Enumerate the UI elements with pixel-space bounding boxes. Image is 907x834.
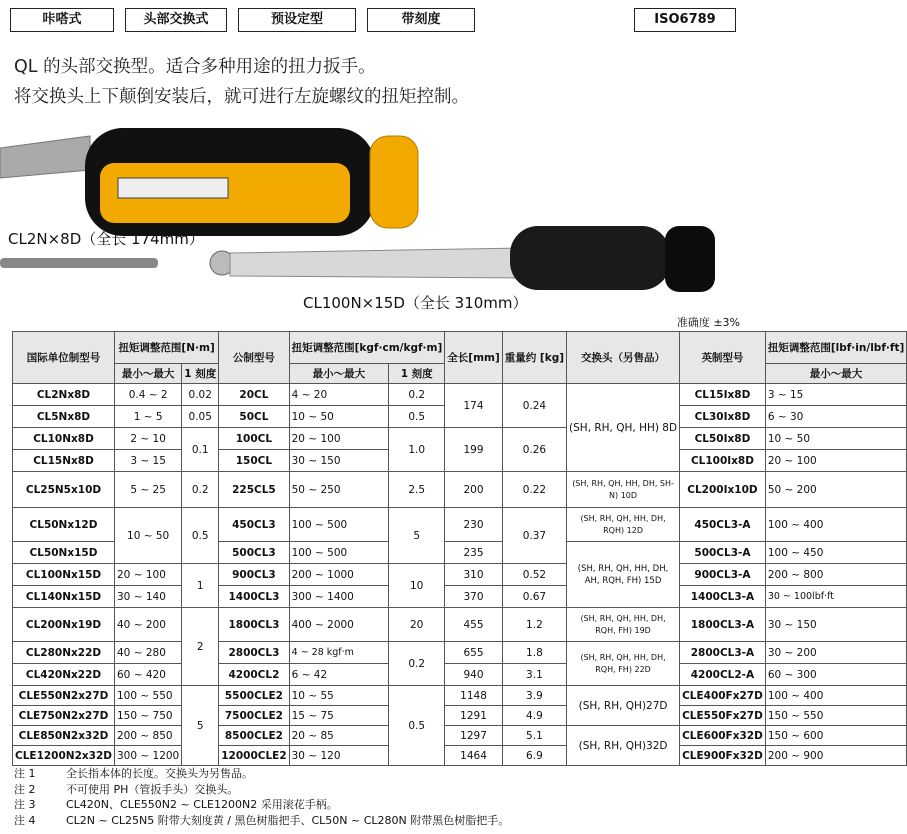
cell-kgf-grad: 0.5 (389, 686, 445, 766)
cell-range: 3 ~ 15 (115, 450, 182, 472)
cell-length: 1291 (445, 706, 502, 726)
cell-imperial: 1800CL3-A (680, 608, 766, 642)
cell-range: 200 ~ 850 (115, 726, 182, 746)
cell-length: 655 (445, 642, 502, 664)
cell-kgf: 300 ~ 1400 (289, 586, 388, 608)
th-length: 全长[mm] (445, 332, 502, 384)
cell-head: (SH, RH, QH, HH, DH, SH-N) 10D (567, 472, 680, 508)
cell-kgf-grad: 5 (389, 508, 445, 564)
cell-metric: 20CL (219, 384, 289, 406)
cell-weight: 0.22 (502, 472, 566, 508)
cell-length: 1148 (445, 686, 502, 706)
note-text: 全长指本体的长度。交换头为另售品。 (66, 767, 253, 780)
wrench1-label: CL2N×8D（全长 174mm） (8, 230, 204, 248)
cell-kgf: 400 ~ 2000 (289, 608, 388, 642)
cell-metric: 1400CL3 (219, 586, 289, 608)
cell-metric: 5500CLE2 (219, 686, 289, 706)
cell-imperial: CL50Ix8D (680, 428, 766, 450)
wrench2-shaft (230, 248, 520, 278)
notes (14, 766, 509, 828)
cell-lbf: 150 ~ 600 (765, 726, 906, 746)
cell-metric: 8500CLE2 (219, 726, 289, 746)
cell-model: CL5Nx8D (13, 406, 115, 428)
cell-length: 199 (445, 428, 502, 472)
wrench1-endcap (370, 136, 418, 228)
cell-metric: 450CL3 (219, 508, 289, 542)
cell-lbf: 50 ~ 200 (765, 472, 906, 508)
cell-lbf: 150 ~ 550 (765, 706, 906, 726)
cell-kgf: 30 ~ 120 (289, 746, 388, 766)
cell-lbf: 30 ~ 200 (765, 642, 906, 664)
cell-model: CL420Nx22D (13, 664, 115, 686)
cell-kgf-grad: 20 (389, 608, 445, 642)
wrench1-shaft (0, 136, 90, 178)
cell-lbf: 100 ~ 400 (765, 508, 906, 542)
cell-range: 100 ~ 550 (115, 686, 182, 706)
cell-model: CLE1200N2x32D (13, 746, 115, 766)
cell-imperial: 2800CL3-A (680, 642, 766, 664)
cell-metric: 7500CLE2 (219, 706, 289, 726)
cell-model: CL50Nx15D (13, 542, 115, 564)
cell-metric: 100CL (219, 428, 289, 450)
cell-model: CL100Nx15D (13, 564, 115, 586)
wrench2-bar (0, 258, 158, 268)
spec-table-body (13, 384, 907, 766)
cell-head: (SH, RH, QH, HH, DH, AH, RQH, FH) 15D (567, 542, 680, 608)
tag-click: 咔嗒式 (10, 8, 114, 32)
iso-tag: ISO6789 (634, 8, 736, 32)
cell-model: CL50Nx12D (13, 508, 115, 542)
cell-kgf: 100 ~ 500 (289, 508, 388, 542)
cell-imperial: CLE550Fx27D (680, 706, 766, 726)
cell-range: 20 ~ 100 (115, 564, 182, 586)
th-metric-model: 公制型号 (219, 332, 289, 384)
cell-kgf: 4 ~ 28 kgf·m (289, 642, 388, 664)
cell-kgf: 100 ~ 500 (289, 542, 388, 564)
cell-imperial: CL15Ix8D (680, 384, 766, 406)
cell-model: CL280Nx22D (13, 642, 115, 664)
cell-imperial: CL30Ix8D (680, 406, 766, 428)
cell-kgf-grad: 0.2 (389, 642, 445, 686)
intro-line-1: QL 的头部交换型。适合多种用途的扭力扳手。 (14, 57, 376, 77)
cell-kgf: 20 ~ 85 (289, 726, 388, 746)
cell-imperial: CLE900Fx32D (680, 746, 766, 766)
cell-metric: 4200CL2 (219, 664, 289, 686)
cell-kgf-grad: 1.0 (389, 428, 445, 472)
cell-model: CL15Nx8D (13, 450, 115, 472)
cell-head: (SH, RH, QH)27D (567, 686, 680, 726)
note-label: 注 3 (14, 798, 36, 811)
cell-length: 940 (445, 664, 502, 686)
th-minmax-nm: 最小～最大 (115, 364, 182, 384)
cell-imperial: CLE400Fx27D (680, 686, 766, 706)
th-grad-nm: 1 刻度 (182, 364, 219, 384)
cell-imperial: 900CL3-A (680, 564, 766, 586)
cell-lbf: 200 ~ 900 (765, 746, 906, 766)
cell-head: (SH, RH, QH)32D (567, 726, 680, 766)
cell-kgf: 15 ~ 75 (289, 706, 388, 726)
cell-kgf-grad: 10 (389, 564, 445, 608)
cell-grad: 0.1 (182, 428, 219, 472)
cell-metric: 1800CL3 (219, 608, 289, 642)
intro-line-2: 将交换头上下颠倒安装后，就可进行左旋螺纹的扭矩控制。 (14, 87, 469, 107)
cell-range: 40 ~ 200 (115, 608, 182, 642)
cell-imperial: 1400CL3-A (680, 586, 766, 608)
cell-grad: 2 (182, 608, 219, 686)
th-grad-kgf: 1 刻度 (389, 364, 445, 384)
th-minmax-lbf: 最小～最大 (765, 364, 906, 384)
cell-kgf-grad: 0.5 (389, 406, 445, 428)
cell-grad: 0.02 (182, 384, 219, 406)
note-text: CL2N ~ CL25N5 附带大刻度黄 / 黑色树脂把手、CL50N ~ CL280N 附带黑色树脂把手。 (66, 813, 510, 827)
note-4 (14, 813, 509, 829)
cell-lbf: 20 ~ 100 (765, 450, 906, 472)
cell-lbf: 30 ~ 100lbf·ft (765, 586, 906, 608)
cell-kgf: 4 ~ 20 (289, 384, 388, 406)
cell-metric: 900CL3 (219, 564, 289, 586)
cell-range: 40 ~ 280 (115, 642, 182, 664)
cell-range: 2 ~ 10 (115, 428, 182, 450)
cell-weight: 4.9 (502, 706, 566, 726)
cell-weight: 1.2 (502, 608, 566, 642)
cell-length: 235 (445, 542, 502, 564)
cell-length: 370 (445, 586, 502, 608)
cell-kgf: 200 ~ 1000 (289, 564, 388, 586)
cell-head: (SH, RH, QH, HH) 8D (567, 384, 680, 472)
cell-model: CLE750N2x27D (13, 706, 115, 726)
cell-model: CLE850N2x32D (13, 726, 115, 746)
cell-lbf: 200 ~ 800 (765, 564, 906, 586)
note-label: 注 4 (14, 813, 36, 827)
cell-model: CLE550N2x27D (13, 686, 115, 706)
cell-metric: 2800CL3 (219, 642, 289, 664)
th-weight: 重量约 [kg] (502, 332, 566, 384)
cell-head: (SH, RH, QH, HH, DH, RQH) 12D (567, 508, 680, 542)
cell-weight: 3.9 (502, 686, 566, 706)
th-minmax-kgf: 最小～最大 (289, 364, 388, 384)
cell-range: 300 ~ 1200 (115, 746, 182, 766)
spec-table (12, 331, 907, 766)
cell-head: (SH, RH, QH, HH, DH, RQH, FH) 19D (567, 608, 680, 642)
cell-lbf: 100 ~ 450 (765, 542, 906, 564)
accuracy-note: 准确度 ±3% (676, 316, 740, 329)
cell-range: 30 ~ 140 (115, 586, 182, 608)
cell-weight: 6.9 (502, 746, 566, 766)
cell-weight: 1.8 (502, 642, 566, 664)
tag-preset: 预设定型 (238, 8, 356, 32)
note-2 (14, 782, 509, 798)
cell-length: 200 (445, 472, 502, 508)
wrench2-grip (510, 226, 670, 290)
th-head: 交换头（另售品） (567, 332, 680, 384)
cell-weight: 0.52 (502, 564, 566, 586)
cell-weight: 3.1 (502, 664, 566, 686)
cell-grad: 5 (182, 686, 219, 766)
wrench2-endcap (665, 226, 715, 292)
tag-head-exchange: 头部交换式 (125, 8, 227, 32)
cell-kgf-grad: 0.2 (389, 384, 445, 406)
cell-range: 60 ~ 420 (115, 664, 182, 686)
cell-lbf: 100 ~ 400 (765, 686, 906, 706)
cell-imperial: CL200Ix10D (680, 472, 766, 508)
cell-model: CL10Nx8D (13, 428, 115, 450)
cell-lbf: 10 ~ 50 (765, 428, 906, 450)
cell-metric: 500CL3 (219, 542, 289, 564)
cell-model: CL140Nx15D (13, 586, 115, 608)
cell-metric: 150CL (219, 450, 289, 472)
cell-head: (SH, RH, QH, HH, DH, RQH, FH) 22D (567, 642, 680, 686)
cell-length: 1297 (445, 726, 502, 746)
cell-grad: 1 (182, 564, 219, 608)
cell-lbf: 3 ~ 15 (765, 384, 906, 406)
cell-range: 150 ~ 750 (115, 706, 182, 726)
cell-imperial: 450CL3-A (680, 508, 766, 542)
wrench2-label: CL100N×15D（全长 310mm） (303, 294, 528, 312)
cell-model: CL200Nx19D (13, 608, 115, 642)
cell-metric: 50CL (219, 406, 289, 428)
cell-lbf: 60 ~ 300 (765, 664, 906, 686)
cell-weight: 0.24 (502, 384, 566, 428)
intro-text (14, 52, 469, 112)
cell-kgf: 10 ~ 55 (289, 686, 388, 706)
th-range-lbf: 扭矩调整范围[lbf·in/lbf·ft] (765, 332, 906, 364)
note-label: 注 2 (14, 782, 36, 796)
cell-grad: 0.05 (182, 406, 219, 428)
cell-kgf: 50 ~ 250 (289, 472, 388, 508)
cell-kgf: 10 ~ 50 (289, 406, 388, 428)
cell-length: 174 (445, 384, 502, 428)
wrench1-scale (118, 178, 228, 198)
cell-range: 5 ~ 25 (115, 472, 182, 508)
cell-metric: 225CL5 (219, 472, 289, 508)
cell-length: 1464 (445, 746, 502, 766)
cell-imperial: 500CL3-A (680, 542, 766, 564)
cell-imperial: 4200CL2-A (680, 664, 766, 686)
cell-weight: 0.67 (502, 586, 566, 608)
th-model: 国际单位制型号 (13, 332, 115, 384)
note-text: CL420N、CLE550N2 ~ CLE1200N2 采用滚花手柄。 (66, 798, 338, 811)
th-imperial-model: 英制型号 (680, 332, 766, 384)
cell-lbf: 6 ~ 30 (765, 406, 906, 428)
cell-grad: 0.5 (182, 508, 219, 564)
cell-range: 0.4 ~ 2 (115, 384, 182, 406)
cell-metric: 12000CLE2 (219, 746, 289, 766)
cell-kgf: 30 ~ 150 (289, 450, 388, 472)
note-3 (14, 797, 509, 813)
note-1 (14, 766, 509, 782)
cell-grad: 0.2 (182, 472, 219, 508)
cell-range: 1 ~ 5 (115, 406, 182, 428)
cell-length: 230 (445, 508, 502, 542)
cell-imperial: CL100Ix8D (680, 450, 766, 472)
feature-tags (10, 8, 475, 32)
note-text: 不可使用 PH（管扳手头）交换头。 (66, 782, 239, 796)
note-label: 注 1 (14, 767, 36, 780)
cell-kgf: 6 ~ 42 (289, 664, 388, 686)
cell-kgf: 20 ~ 100 (289, 428, 388, 450)
cell-kgf-grad: 2.5 (389, 472, 445, 508)
cell-weight: 5.1 (502, 726, 566, 746)
cell-lbf: 30 ~ 150 (765, 608, 906, 642)
th-range-nm: 扭矩调整范围[N·m] (115, 332, 219, 364)
cell-weight: 0.37 (502, 508, 566, 564)
cell-model: CL2Nx8D (13, 384, 115, 406)
th-range-kgf: 扭矩调整范围[kgf·cm/kgf·m] (289, 332, 445, 364)
tag-scale: 带刻度 (367, 8, 475, 32)
cell-length: 310 (445, 564, 502, 586)
cell-model: CL25N5x10D (13, 472, 115, 508)
cell-length: 455 (445, 608, 502, 642)
cell-range: 10 ~ 50 (115, 508, 182, 564)
cell-imperial: CLE600Fx32D (680, 726, 766, 746)
cell-weight: 0.26 (502, 428, 566, 472)
